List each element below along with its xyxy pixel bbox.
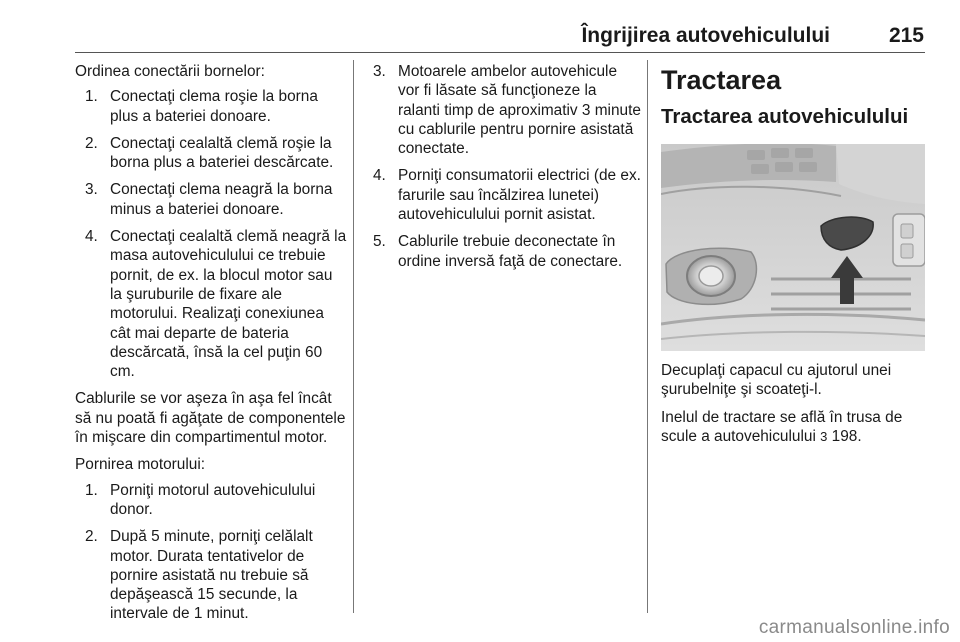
list-item bbox=[85, 227, 347, 381]
remove-cover-instruction: Decuplaţi capacul cu ajutorul unei şurubelniţe şi scoateţi-l. bbox=[661, 362, 892, 399]
step-number: 3. bbox=[85, 181, 98, 199]
step-text: Motoarele ambelor autovehicule vor fi lăsate să funcţioneze la ralanti timp de aproximativ 3 minute cu cablurile pentru pornire asistată conectate. bbox=[398, 63, 641, 158]
section-title: Îngrijirea autovehiculului bbox=[581, 24, 830, 47]
list-item bbox=[85, 180, 347, 219]
list-item bbox=[85, 481, 347, 520]
step-text: Cablurile trebuie deconectate în ordine inversă faţă de conectare. bbox=[398, 233, 623, 270]
step-text: Porniţi motorul autovehiculului donor. bbox=[110, 481, 316, 518]
column-divider bbox=[647, 60, 648, 613]
towing-eye-location-text: Inelul de tractare se află în trusa de scule a autovehiculului bbox=[661, 408, 903, 445]
step-number: 4. bbox=[85, 228, 98, 246]
list-item bbox=[85, 527, 347, 623]
connect-order-intro: Ordinea conectării bornelor: bbox=[75, 63, 265, 80]
list-item bbox=[85, 134, 347, 173]
column-divider bbox=[353, 60, 354, 613]
cross-reference-arrow-icon: 3 bbox=[820, 428, 828, 444]
column-right bbox=[661, 64, 927, 446]
header-divider bbox=[75, 52, 925, 53]
step-text: Conectaţi clema neagră la borna minus a bateriei donoare. bbox=[110, 181, 333, 218]
continuation-steps-list bbox=[373, 62, 641, 271]
towing-eye-location bbox=[661, 408, 927, 447]
column-middle bbox=[373, 62, 641, 271]
step-text: Conectaţi cealaltă clemă roşie la borna plus a bateriei descărcate. bbox=[110, 134, 334, 172]
step-number: 1. bbox=[85, 481, 98, 499]
watermark: carmanualsonline.info bbox=[758, 617, 950, 638]
list-item bbox=[373, 232, 641, 271]
subsection-heading: Tractarea autovehiculului bbox=[661, 105, 909, 128]
step-text: Conectaţi clema roşie la borna plus a bateriei donoare. bbox=[110, 88, 318, 125]
step-text: Conectaţi cealaltă clemă neagră la masa autovehiculului ce trebuie pornit, de ex. la blocul motor sau la şuruburile de fixare ale motorului. Realizaţi conexiunea cât mai departe de bateria descărcată, însă la cel puţin 60 cm. bbox=[110, 228, 347, 381]
step-text: După 5 minute, porniţi celălalt motor. Durata tentativelor de pornire asistată nu trebuie să depăşească 15 secunde, la intervale de 1 minut. bbox=[110, 528, 313, 623]
column-left bbox=[75, 62, 347, 624]
list-item bbox=[85, 87, 347, 126]
page-number: 215 bbox=[888, 24, 924, 47]
list-item bbox=[373, 62, 641, 158]
start-engine-heading: Pornirea motorului: bbox=[75, 456, 206, 474]
step-number: 2. bbox=[85, 134, 98, 152]
step-text: Porniţi consumatorii electrici (de ex. farurile sau încălzirea lunetei) autovehiculului pornit asistat. bbox=[398, 167, 641, 224]
page-reference-link[interactable]: 198. bbox=[831, 427, 862, 445]
section-heading: Tractarea bbox=[661, 65, 782, 95]
list-item bbox=[373, 166, 641, 224]
start-steps-list bbox=[75, 481, 347, 624]
connect-steps-list bbox=[75, 87, 347, 381]
towing-eye-cover-illustration bbox=[661, 144, 925, 351]
step-number: 1. bbox=[85, 88, 98, 106]
cables-note: Cablurile se vor aşeza în aşa fel încât să nu poată fi agăţate de componentele în mişcare din compartimentul motor. bbox=[75, 390, 346, 447]
step-number: 5. bbox=[373, 233, 386, 251]
step-number: 4. bbox=[373, 167, 386, 185]
step-number: 3. bbox=[373, 63, 386, 80]
step-number: 2. bbox=[85, 528, 98, 546]
